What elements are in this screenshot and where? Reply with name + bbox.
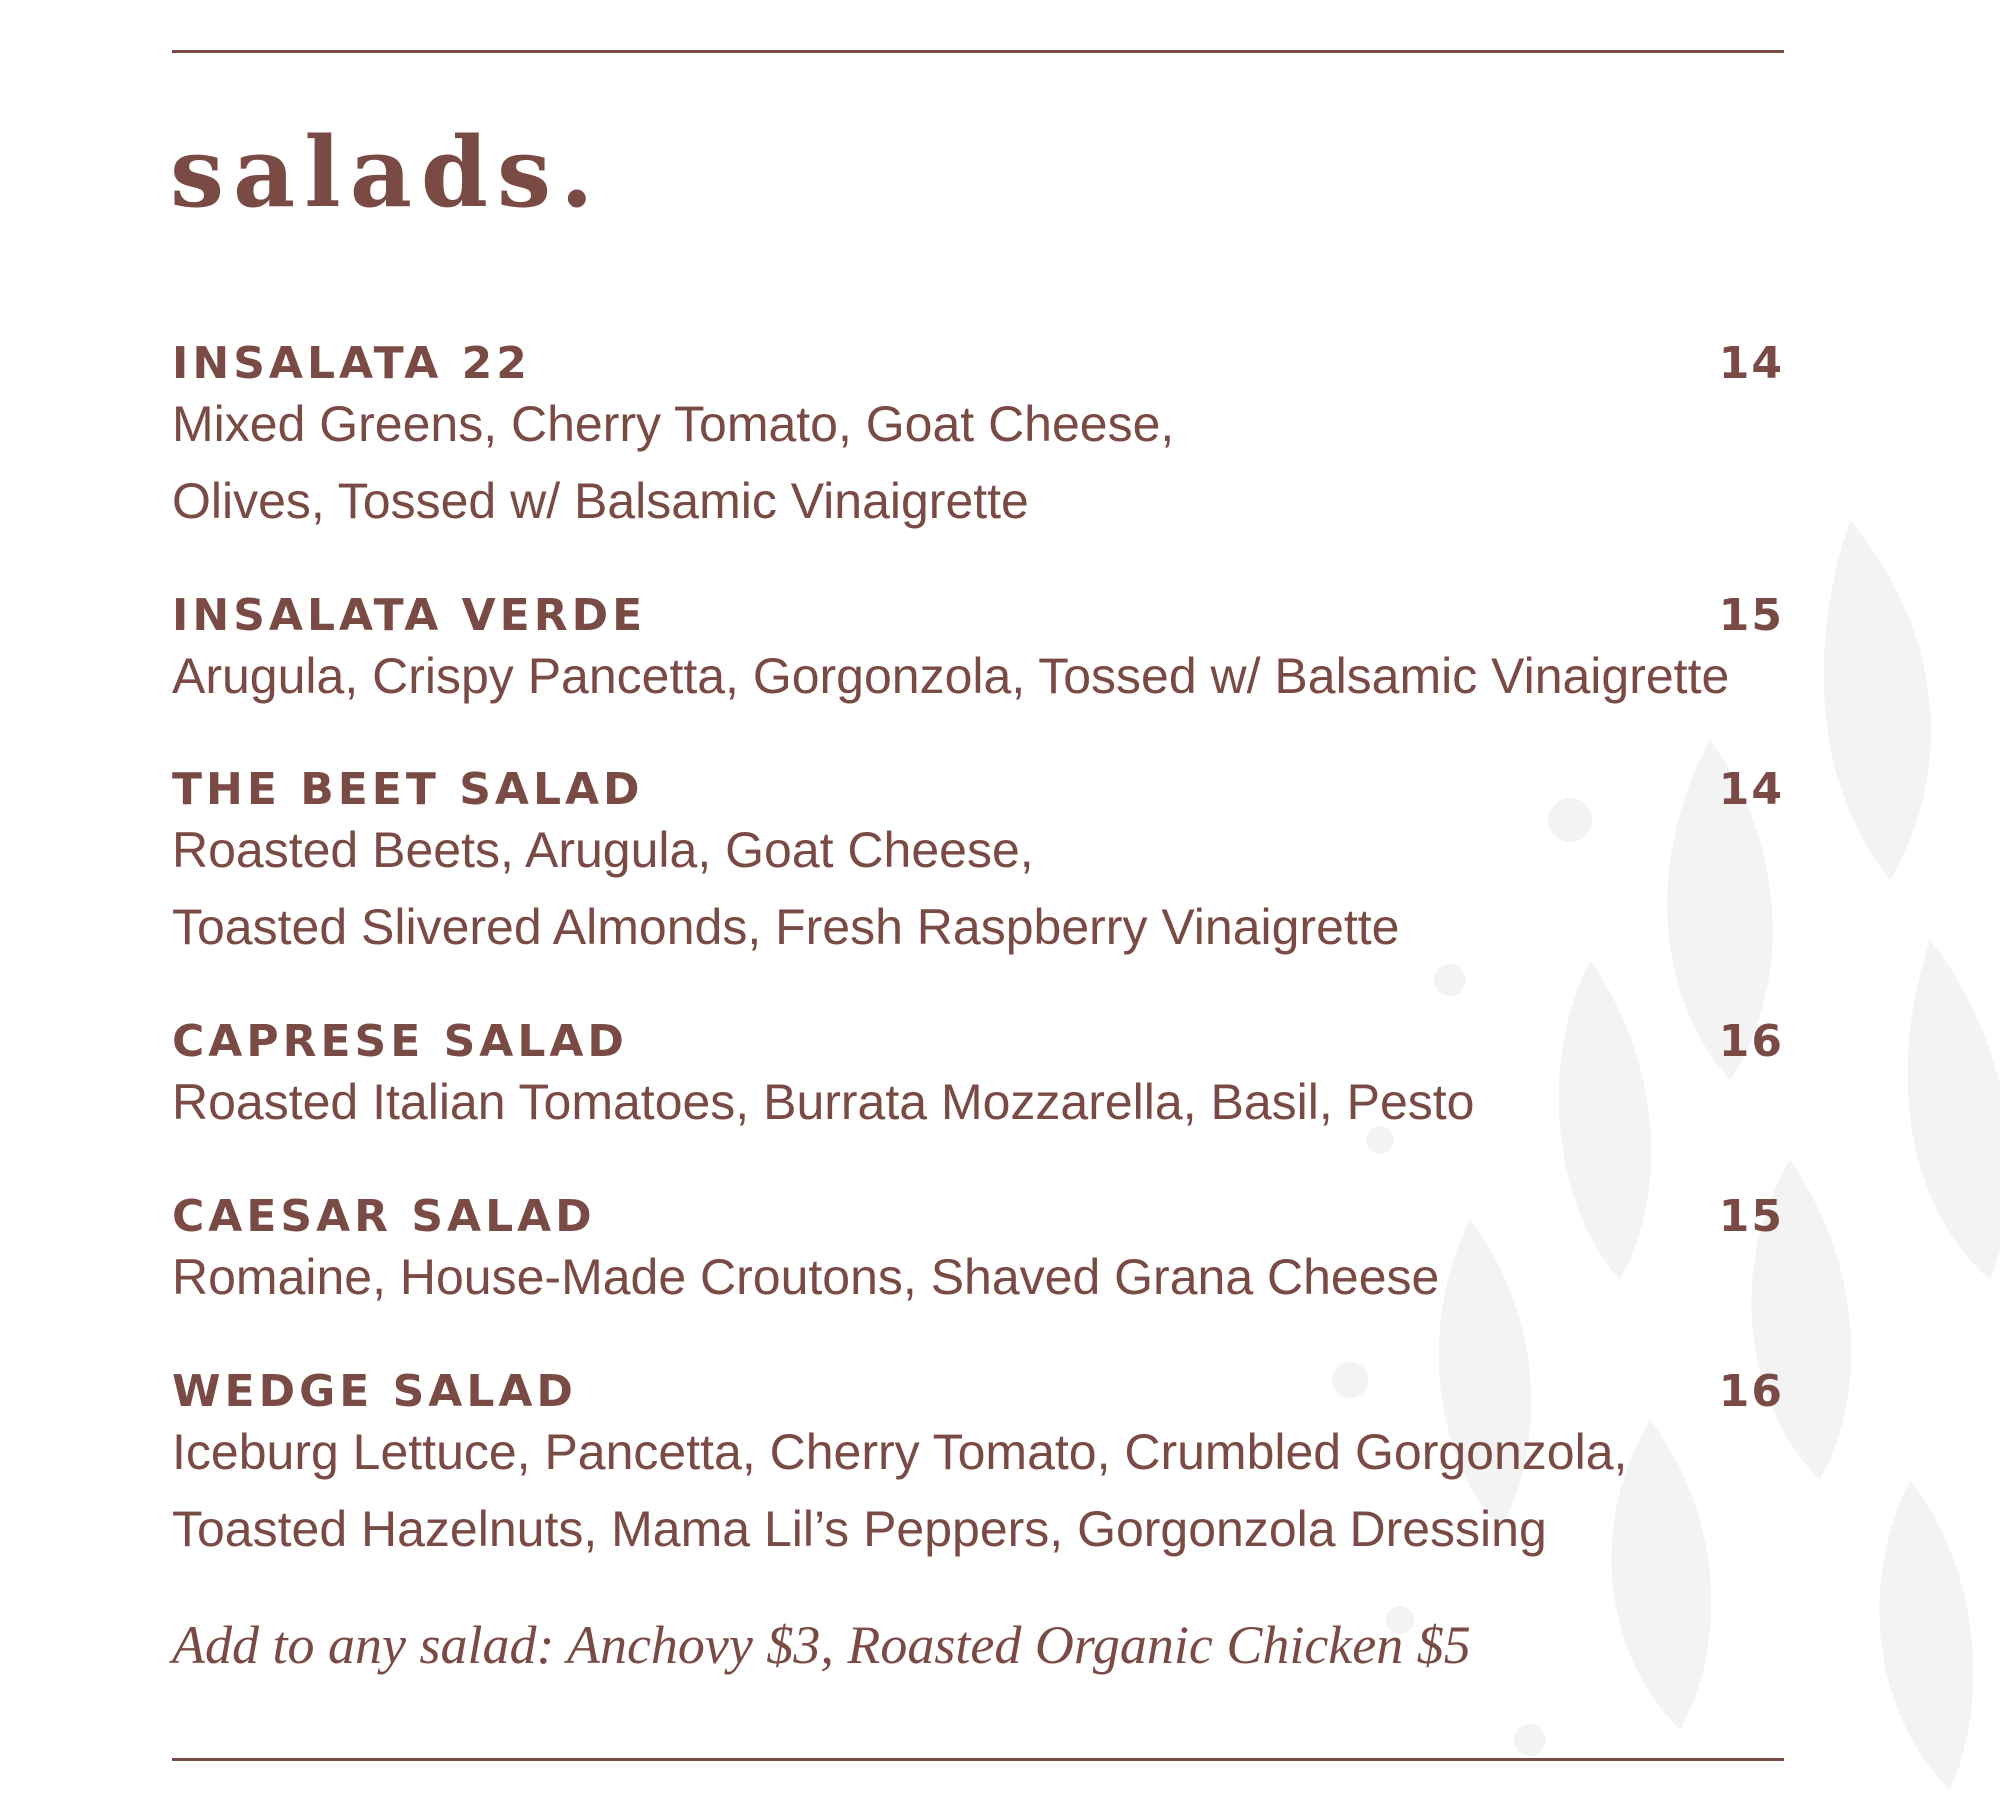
item-name: CAPRESE SALAD	[172, 1016, 628, 1067]
item-name: CAESAR SALAD	[172, 1191, 596, 1242]
menu-item-insalata-verde	[172, 590, 1784, 704]
item-description-line: Mixed Greens, Cherry Tomato, Goat Cheese,	[172, 396, 1175, 452]
item-description-line: Toasted Hazelnuts, Mama Lil’s Peppers, Gorgonzola Dressing	[172, 1501, 1547, 1557]
item-price: 16	[1718, 1016, 1784, 1067]
item-description-line: Arugula, Crispy Pancetta, Gorgonzola, Tossed w/ Balsamic Vinaigrette	[172, 648, 1730, 704]
item-description-line: Toasted Slivered Almonds, Fresh Raspberry Vinaigrette	[172, 899, 1400, 955]
menu-item-beet-salad	[172, 764, 1784, 955]
section-title: salads.	[170, 116, 603, 229]
item-description-line: Roasted Italian Tomatoes, Burrata Mozzarella, Basil, Pesto	[172, 1074, 1475, 1130]
item-name: INSALATA 22	[172, 338, 531, 389]
item-description-line: Olives, Tossed w/ Balsamic Vinaigrette	[172, 473, 1029, 529]
item-description-line: Romaine, House-Made Croutons, Shaved Grana Cheese	[172, 1249, 1440, 1305]
item-description-line: Roasted Beets, Arugula, Goat Cheese,	[172, 822, 1034, 878]
menu-item-insalata-22	[172, 338, 1784, 529]
top-divider	[172, 50, 1784, 53]
item-price: 14	[1718, 338, 1784, 389]
item-name: WEDGE SALAD	[172, 1366, 577, 1417]
item-price: 14	[1718, 764, 1784, 815]
menu-item-caesar-salad	[172, 1191, 1784, 1305]
item-price: 16	[1718, 1366, 1784, 1417]
menu-item-caprese-salad	[172, 1016, 1784, 1130]
item-price: 15	[1718, 1191, 1784, 1242]
bottom-divider	[172, 1758, 1784, 1761]
item-name: THE BEET SALAD	[172, 764, 644, 815]
salad-addons-note: Add to any salad: Anchovy $3, Roasted Organic Chicken $5	[172, 1615, 1471, 1675]
item-description-line: Iceburg Lettuce, Pancetta, Cherry Tomato, Crumbled Gorgonzola,	[172, 1424, 1628, 1480]
menu-item-wedge-salad	[172, 1366, 1784, 1557]
item-name: INSALATA VERDE	[172, 590, 647, 641]
item-price: 15	[1718, 590, 1784, 641]
